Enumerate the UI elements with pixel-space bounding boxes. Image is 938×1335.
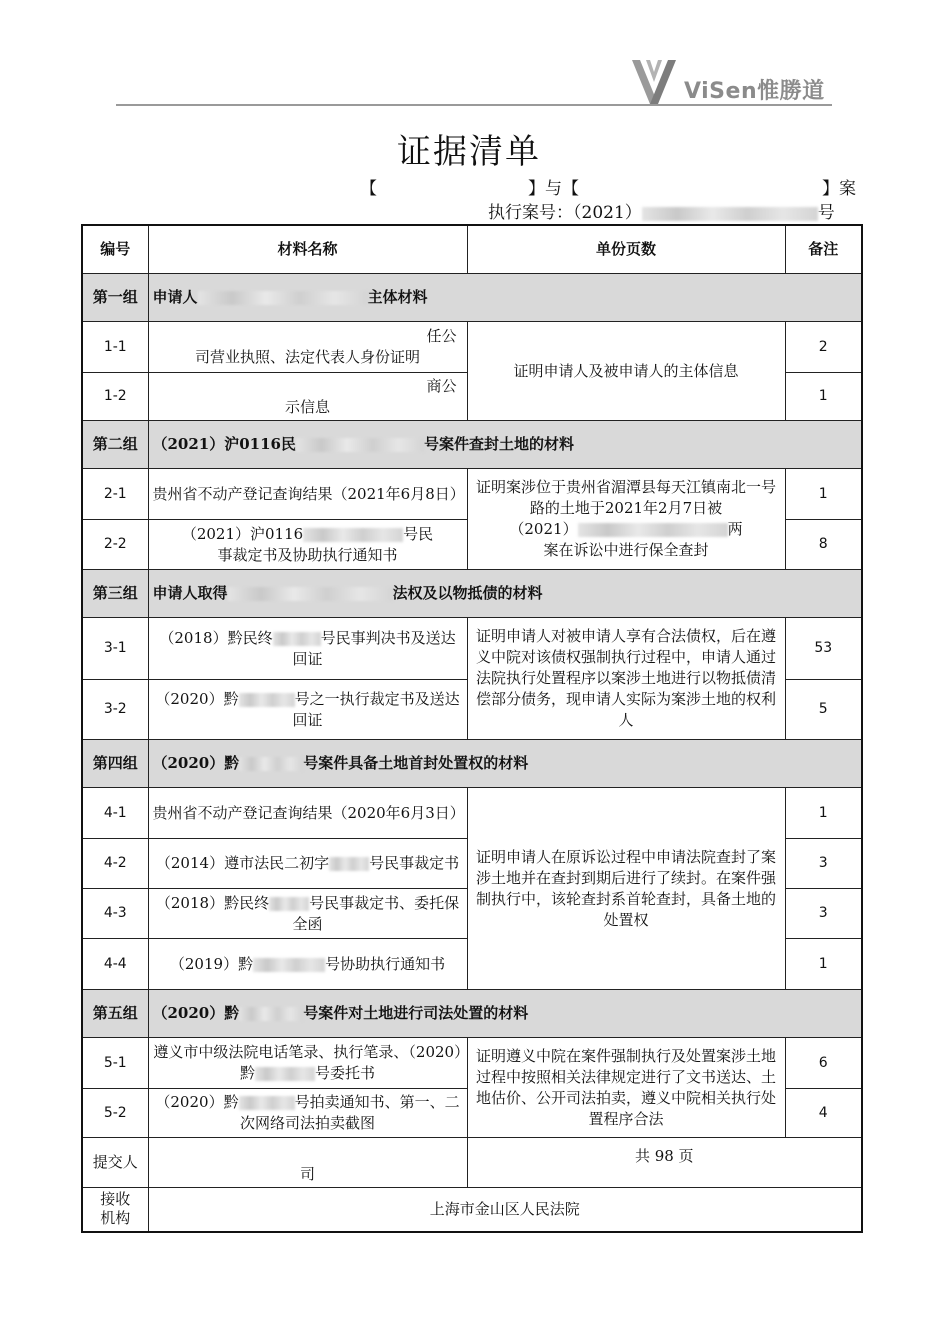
item-pages: 3 bbox=[785, 839, 862, 889]
item-name: 贵州省不动产登记查询结果（2020年6月3日） bbox=[148, 788, 467, 839]
item-pages: 2 bbox=[785, 322, 862, 373]
bracket-mid: 】与【 bbox=[528, 179, 579, 199]
redacted-text bbox=[228, 587, 393, 601]
header-divider bbox=[116, 104, 832, 106]
group-label: 第三组 bbox=[82, 570, 148, 618]
item-pages: 4 bbox=[785, 1089, 862, 1138]
item-number: 4-3 bbox=[82, 889, 148, 939]
bracket-end: 】案 bbox=[822, 179, 856, 199]
group-title: 申请人 主体材料 bbox=[148, 274, 862, 322]
header-page-count: 单份页数 bbox=[467, 225, 785, 274]
item-pages: 8 bbox=[785, 520, 862, 570]
submitter-row bbox=[82, 1138, 862, 1188]
item-pages: 53 bbox=[785, 618, 862, 680]
item-number: 5-2 bbox=[82, 1089, 148, 1138]
table-row bbox=[82, 1038, 862, 1089]
item-pages: 6 bbox=[785, 1038, 862, 1089]
group-row bbox=[82, 990, 862, 1038]
group-title: 申请人取得 法权及以物抵债的材料 bbox=[148, 570, 862, 618]
redacted-text bbox=[255, 1067, 315, 1081]
item-name: （2020）黔 号之一执行裁定书及送达回证 bbox=[148, 680, 467, 740]
item-number: 2-2 bbox=[82, 520, 148, 570]
exec-case-suffix: 号 bbox=[817, 203, 835, 223]
item-name: （2014）遵市法民二初字 号民事裁定书 bbox=[148, 839, 467, 889]
item-name: 商公 示信息 bbox=[148, 373, 467, 421]
item-pages: 1 bbox=[785, 469, 862, 520]
redacted-text bbox=[296, 438, 424, 452]
table-row bbox=[82, 618, 862, 680]
group-description: 证明遵义中院在案件强制执行及处置案涉土地过程中按照相关法律规定进行了文书送达、土地估价、公开司法拍卖，遵义中院相关执行处置程序合法 bbox=[467, 1038, 785, 1138]
group-label: 第五组 bbox=[82, 990, 148, 1038]
item-pages: 1 bbox=[785, 788, 862, 839]
group-description: 证明申请人在原诉讼过程中申请法院查封了案涉土地并在查封到期后进行了续封。在案件强制执行中，该轮查封系首轮查封，具备土地的处置权 bbox=[467, 788, 785, 990]
redacted-text bbox=[578, 523, 728, 537]
group-row bbox=[82, 421, 862, 469]
item-number: 3-2 bbox=[82, 680, 148, 740]
redacted-text bbox=[329, 857, 369, 871]
execution-case-number bbox=[488, 198, 835, 223]
submitter-value: 司 bbox=[148, 1138, 467, 1188]
receiver-row bbox=[82, 1188, 862, 1232]
redacted-text bbox=[239, 1007, 303, 1021]
item-name: （2021）沪0116 号民 事裁定书及协助执行通知书 bbox=[148, 520, 467, 570]
group-description: 证明申请人及被申请人的主体信息 bbox=[467, 322, 785, 421]
header-number: 编号 bbox=[82, 225, 148, 274]
redacted-text bbox=[239, 693, 295, 707]
item-number: 4-4 bbox=[82, 939, 148, 990]
group-title: （2020）黔 号案件具备土地首封处置权的材料 bbox=[148, 740, 862, 788]
item-name: （2018）黔民终 号民事裁定书、委托保全函 bbox=[148, 889, 467, 939]
item-pages: 5 bbox=[785, 680, 862, 740]
group-row bbox=[82, 740, 862, 788]
logo-text: ViSen惟勝道 bbox=[684, 79, 825, 104]
group-description: 证明案涉位于贵州省湄潭县每天江镇南北一号路的土地于2021年2月7日被 （2021） 两 案在诉讼中进行保全查封 bbox=[467, 469, 785, 570]
group-label: 第二组 bbox=[82, 421, 148, 469]
group-label: 第一组 bbox=[82, 274, 148, 322]
group-row bbox=[82, 570, 862, 618]
item-name: 遵义市中级法院电话笔录、执行笔录、（2020）黔 号委托书 bbox=[148, 1038, 467, 1089]
exec-case-prefix: 执行案号：（2021） bbox=[488, 203, 642, 223]
redacted-text bbox=[239, 757, 303, 771]
group-label: 第四组 bbox=[82, 740, 148, 788]
group-title: （2020）黔 号案件对土地进行司法处置的材料 bbox=[148, 990, 862, 1038]
redacted-text bbox=[253, 958, 325, 972]
item-number: 5-1 bbox=[82, 1038, 148, 1089]
table-row bbox=[82, 788, 862, 839]
redacted-text bbox=[198, 291, 368, 305]
table-row bbox=[82, 469, 862, 520]
receiver-label: 接收机构 bbox=[82, 1188, 148, 1232]
receiver-value: 上海市金山区人民法院 bbox=[148, 1188, 862, 1232]
item-number: 1-2 bbox=[82, 373, 148, 421]
case-parties-line bbox=[360, 174, 860, 198]
item-name: 任公 司营业执照、法定代表人身份证明 bbox=[148, 322, 467, 373]
item-name: （2019）黔 号协助执行通知书 bbox=[148, 939, 467, 990]
group-row bbox=[82, 274, 862, 322]
item-pages: 3 bbox=[785, 889, 862, 939]
evidence-table bbox=[81, 224, 863, 1233]
table-header-row bbox=[82, 225, 862, 274]
item-pages: 1 bbox=[785, 939, 862, 990]
redacted-text bbox=[303, 528, 403, 542]
item-number: 4-1 bbox=[82, 788, 148, 839]
redacted-text bbox=[273, 632, 321, 646]
redacted-text bbox=[239, 1096, 295, 1110]
item-number: 2-1 bbox=[82, 469, 148, 520]
redacted-text bbox=[642, 207, 818, 221]
page-title: 证据清单 bbox=[397, 132, 541, 172]
group-title: （2021）沪0116民 号案件查封土地的材料 bbox=[148, 421, 862, 469]
item-name: 贵州省不动产登记查询结果（2021年6月8日） bbox=[148, 469, 467, 520]
visen-logo-icon bbox=[628, 58, 680, 106]
item-name: （2018）黔民终 号民事判决书及送达回证 bbox=[148, 618, 467, 680]
item-name: （2020）黔 号拍卖通知书、第一、二次网络司法拍卖截图 bbox=[148, 1089, 467, 1138]
item-number: 1-1 bbox=[82, 322, 148, 373]
item-number: 4-2 bbox=[82, 839, 148, 889]
group-description: 证明申请人对被申请人享有合法债权，后在遵义中院对该债权强制执行过程中，申请人通过法院执行处置程序以案涉土地进行以物抵债清偿部分债务，现申请人实际为案涉土地的权利人 bbox=[467, 618, 785, 740]
submitter-label: 提交人 bbox=[82, 1138, 148, 1188]
header-material-name: 材料名称 bbox=[148, 225, 467, 274]
item-number: 3-1 bbox=[82, 618, 148, 680]
redacted-text bbox=[269, 897, 309, 911]
table-row bbox=[82, 322, 862, 373]
item-pages: 1 bbox=[785, 373, 862, 421]
visen-logo bbox=[628, 58, 833, 106]
bracket-open: 【 bbox=[360, 179, 377, 199]
header-remarks: 备注 bbox=[785, 225, 862, 274]
total-pages: 共 98 页 bbox=[467, 1138, 862, 1188]
